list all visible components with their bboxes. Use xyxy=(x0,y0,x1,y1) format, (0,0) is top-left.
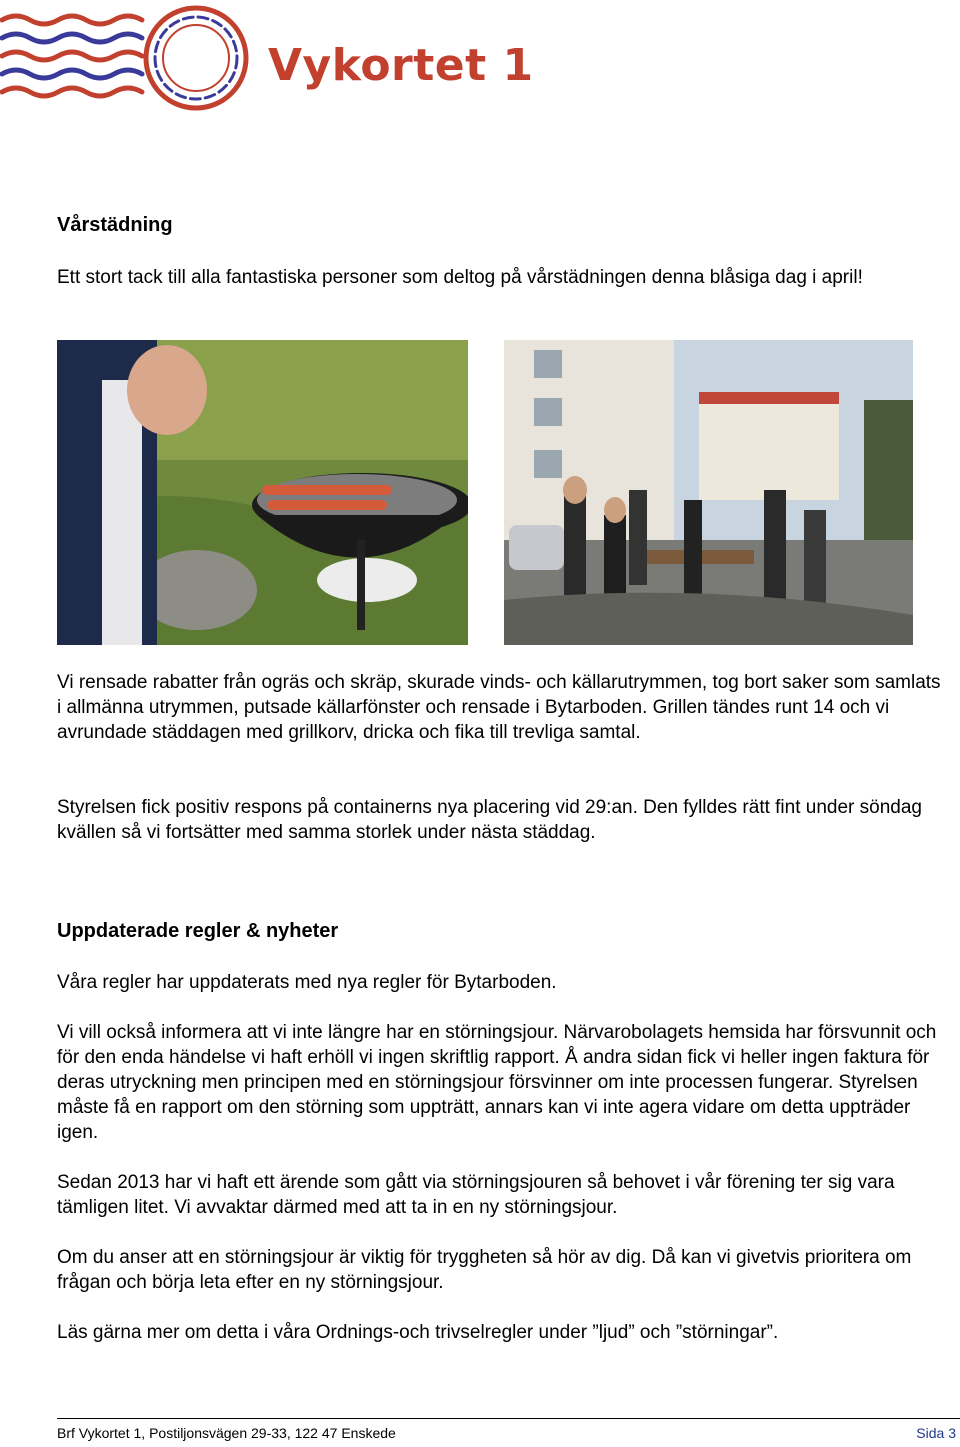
paragraph-storningsjour: Vi vill också informera att vi inte längre har en störningsjour. Närvarobolagets hemsida har försvunnit och för den enda händelse vi haft erhöll vi ingen skriftlig rapport. Å andra sidan fick vi heller ingen faktura för deras utryckning men principen med en störningsjour försvinner om inte processen fungerar. Styrelsen måste få en rapport om den störning som uppträtt, annars kan vi inte agera vidare om detta uppträder igen. xyxy=(57,1022,937,1143)
intro-paragraph: Ett stort tack till alla fantastiska personer som deltog på vårstädningen denna blåsiga dag i april! xyxy=(57,267,863,288)
paragraph-om-du-anser: Om du anser att en störningsjour är viktig för tryggheten så hör av dig. Då kan vi givetvis prioritera om frågan och börja leta efter en ny störningsjour. xyxy=(57,1247,912,1293)
section-heading-regler: Uppdaterade regler & nyheter xyxy=(57,920,339,942)
footer-page-number: Sida 3 xyxy=(916,1425,956,1441)
brand-title: Vykortet 1 xyxy=(268,40,534,91)
paragraph-container: Styrelsen fick positiv respons på containerns nya placering vid 29:an. Den fylldes rätt fint under söndag kvällen så vi fortsätter med samma storlek under nästa städdag. xyxy=(57,797,922,843)
page-header xyxy=(0,0,960,120)
photo-courtyard xyxy=(504,340,913,645)
footer-divider xyxy=(57,1418,960,1419)
footer-address: Brf Vykortet 1, Postiljonsvägen 29-33, 122 47 Enskede xyxy=(57,1425,396,1441)
photo-grill xyxy=(57,340,468,645)
paragraph-regler: Våra regler har uppdaterats med nya regler för Bytarboden. xyxy=(57,972,557,993)
paragraph-cleanup-details: Vi rensade rabatter från ogräs och skräp, skurade vinds- och källarutrymmen, tog bort saker som samlats i allmänna utrymmen, putsade källarfönster och rensade i Bytarboden. Grillen tändes runt 14 och vi avrundade städdagen med grillkorv, dricka och fika till trevliga samtal. xyxy=(57,672,941,743)
section-heading-varstadning: Vårstädning xyxy=(57,214,173,236)
paragraph-sedan-2013: Sedan 2013 har vi haft ett ärende som gått via störningsjouren så behovet i vår förening ter sig vara tämligen litet. Vi avvaktar därmed med att ta in en ny störningsjour. xyxy=(57,1172,895,1218)
paragraph-las-garna: Läs gärna mer om detta i våra Ordnings-och trivselregler under ”ljud” och ”störningar”. xyxy=(57,1322,779,1343)
postmark-stamp-icon xyxy=(0,0,260,120)
